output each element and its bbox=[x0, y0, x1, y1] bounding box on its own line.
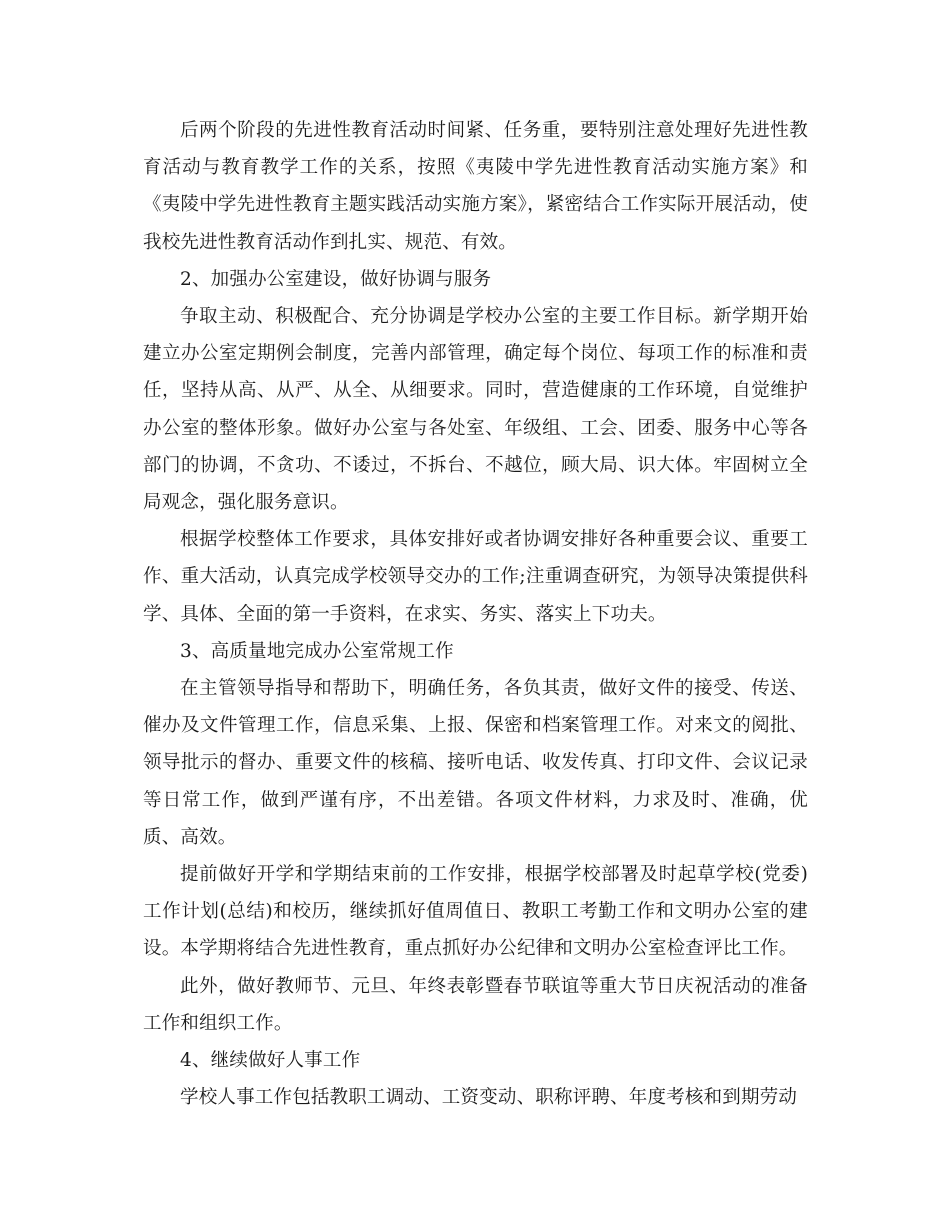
paragraph-2: 争取主动、积极配合、充分协调是学校办公室的主要工作目标。新学期开始建立办公室定期例会制度，完善内部管理，确定每个岗位、每项工作的标准和责任，坚持从高、从严、从全、从细要求。同时，营造健康的工作环境，自觉维护办公室的整体形象。做好办公室与各处室、年级组、工会、团委、服务中心等各部门的协调，不贪功、不诿过，不拆台、不越位，顾大局、识大体。牢固树立全局观念，强化服务意识。 bbox=[143, 306, 808, 514]
paragraph-3: 根据学校整体工作要求，具体安排好或者协调安排好各种重要会议、重要工作、重大活动，认真完成学校领导交办的工作;注重调查研究，为领导决策提供科学、具体、全面的第一手资料，在求实、务实、落实上下功夫。 bbox=[143, 529, 808, 625]
section-heading-4: 4、继续做好人事工作 bbox=[180, 1050, 361, 1072]
paragraph-1: 后两个阶段的先进性教育活动时间紧、任务重，要特别注意处理好先进性教育活动与教育教学工作的关系，按照《夷陵中学先进性教育活动实施方案》和《夷陵中学先进性教育主题实践活动实施方案》，紧密结合工作实际开展活动，使我校先进性教育活动作到扎实、规范、有效。 bbox=[143, 120, 808, 253]
document-body bbox=[143, 112, 808, 1116]
paragraph-4: 在主管领导指导和帮助下，明确任务，各负其责，做好文件的接受、传送、催办及文件管理工作，信息采集、上报、保密和档案管理工作。对来文的阅批、领导批示的督办、重要文件的核稿、接听电话、收发传真、打印文件、会议记录等日常工作，做到严谨有序，不出差错。各项文件材料，力求及时、准确，优质、高效。 bbox=[143, 678, 808, 848]
section-heading-2: 2、加强办公室建设，做好协调与服务 bbox=[180, 268, 492, 290]
paragraph-6: 此外，做好教师节、元旦、年终表彰暨春节联谊等重大节日庆祝活动的准备工作和组织工作。 bbox=[143, 975, 808, 1034]
paragraph-5: 提前做好开学和学期结束前的工作安排，根据学校部署及时起草学校(党委)工作计划(总结)和校历，继续抓好值周值日、教职工考勤工作和文明办公室的建设。本学期将结合先进性教育，重点抓好办公纪律和文明办公室检查评比工作。 bbox=[143, 864, 808, 960]
section-heading-3: 3、高质量地完成办公室常规工作 bbox=[180, 640, 454, 662]
paragraph-7: 学校人事工作包括教职工调动、工资变动、职称评聘、年度考核和到期劳动 bbox=[180, 1087, 798, 1109]
